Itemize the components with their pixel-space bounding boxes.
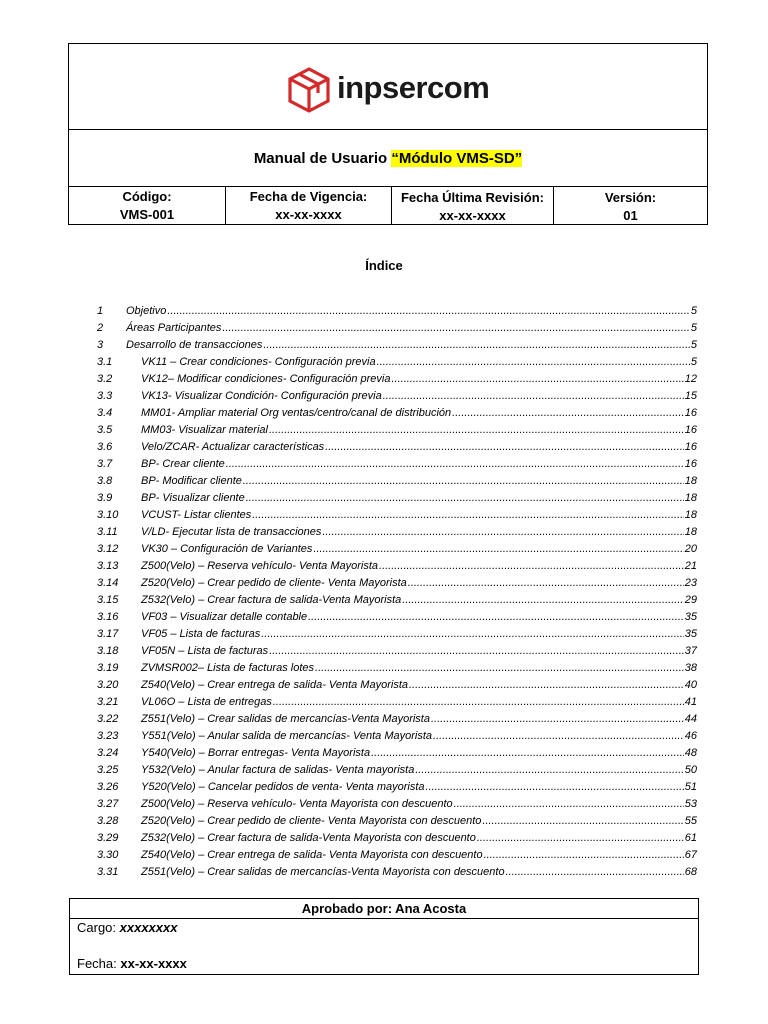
logo-row	[69, 44, 707, 130]
toc-label: Y520(Velo) – Cancelar pedidos de venta- Venta mayorista	[141, 781, 425, 793]
toc-page-number: 55	[684, 815, 697, 827]
toc-entry[interactable]	[97, 456, 697, 473]
toc-page-number: 29	[684, 594, 697, 606]
meta-value: xx-xx-xxxx	[275, 207, 342, 222]
toc-entry[interactable]	[97, 779, 697, 796]
toc-label: Z520(Velo) – Crear pedido de cliente- Venta Mayorista	[141, 577, 407, 589]
toc-entry[interactable]	[97, 745, 697, 762]
meta-value: VMS-001	[119, 207, 175, 222]
toc-entry[interactable]	[97, 558, 697, 575]
meta-label: Código:	[122, 189, 172, 204]
meta-label: Fecha de Vigencia:	[249, 189, 368, 204]
toc-label: VF05 – Lista de facturas	[141, 628, 261, 640]
toc-entry[interactable]	[97, 337, 697, 354]
toc-leader	[167, 303, 690, 320]
cube-logo-icon	[286, 65, 332, 113]
toc-label: MM03- Visualizar material	[141, 424, 268, 436]
toc-page-number: 50	[684, 764, 697, 776]
toc-entry[interactable]	[97, 524, 697, 541]
toc-number: 3.14	[97, 577, 119, 589]
document-title	[69, 130, 707, 187]
document-header	[68, 43, 708, 225]
table-of-contents	[97, 303, 697, 881]
toc-number: 3.25	[97, 764, 119, 776]
toc-label: VF03 – Visualizar detalle contable	[141, 611, 308, 623]
toc-leader	[415, 762, 683, 779]
approval-cargo	[77, 920, 177, 935]
toc-leader	[377, 354, 690, 371]
toc-number: 3.8	[97, 475, 113, 487]
toc-page-number: 68	[684, 866, 697, 878]
toc-leader	[431, 711, 684, 728]
toc-page-number: 21	[684, 560, 697, 572]
toc-entry[interactable]	[97, 796, 697, 813]
toc-number: 3.6	[97, 441, 113, 453]
toc-entry[interactable]	[97, 575, 697, 592]
toc-page-number: 35	[684, 628, 697, 640]
approval-box	[69, 898, 699, 975]
toc-entry[interactable]	[97, 422, 697, 439]
toc-label: Desarrollo de transacciones	[126, 339, 263, 351]
toc-leader	[263, 337, 690, 354]
toc-leader	[313, 541, 683, 558]
toc-page-number: 5	[690, 305, 697, 317]
toc-page-number: 67	[684, 849, 697, 861]
toc-entry[interactable]	[97, 864, 697, 881]
toc-number: 1	[97, 305, 104, 317]
toc-leader	[454, 796, 684, 813]
toc-leader	[315, 660, 684, 677]
toc-page-number: 16	[684, 407, 697, 419]
toc-entry[interactable]	[97, 354, 697, 371]
toc-number: 3	[97, 339, 104, 351]
toc-label: Z500(Velo) – Reserva vehículo- Venta Mayorista con descuento	[141, 798, 453, 810]
toc-entry[interactable]	[97, 320, 697, 337]
title-prefix: Manual de Usuario	[253, 149, 392, 167]
toc-leader	[477, 830, 684, 847]
toc-number: 3.28	[97, 815, 119, 827]
toc-number: 2	[97, 322, 104, 334]
toc-leader	[433, 728, 684, 745]
cargo-label: Cargo:	[77, 920, 120, 935]
toc-entry[interactable]	[97, 677, 697, 694]
toc-leader	[308, 609, 684, 626]
toc-page-number: 37	[684, 645, 697, 657]
toc-number: 3.21	[97, 696, 119, 708]
toc-label: VK30 – Configuración de Variantes	[141, 543, 313, 555]
toc-label: Y540(Velo) – Borrar entregas- Venta Mayorista	[141, 747, 371, 759]
toc-leader	[325, 439, 684, 456]
toc-label: Z551(Velo) – Crear salidas de mercancías-Venta Mayorista	[141, 713, 430, 725]
toc-label: VCUST- Listar clientes	[141, 509, 252, 521]
toc-leader	[409, 677, 684, 694]
meta-validity-cell	[226, 187, 392, 225]
toc-page-number: 16	[684, 458, 697, 470]
fecha-label: Fecha:	[77, 956, 121, 971]
toc-page-number: 46	[684, 730, 697, 742]
toc-number: 3.9	[97, 492, 113, 504]
toc-page-number: 38	[684, 662, 697, 674]
toc-page-number: 44	[684, 713, 697, 725]
toc-entry[interactable]	[97, 592, 697, 609]
toc-label: VK12– Modificar condiciones- Configuración previa	[141, 373, 391, 385]
toc-label: VL06O – Lista de entregas	[141, 696, 272, 708]
toc-page-number: 18	[684, 509, 697, 521]
toc-label: ZVMSR002– Lista de facturas lotes	[141, 662, 315, 674]
toc-label: VK11 – Crear condiciones- Configuración previa	[141, 356, 376, 368]
toc-page-number: 18	[684, 492, 697, 504]
meta-row	[69, 187, 707, 225]
meta-revision-cell	[392, 187, 554, 225]
toc-label: Objetivo	[126, 305, 167, 317]
toc-number: 3.31	[97, 866, 119, 878]
toc-page-number: 40	[684, 679, 697, 691]
toc-entry[interactable]	[97, 507, 697, 524]
meta-version-cell	[554, 187, 707, 225]
toc-leader	[243, 473, 684, 490]
toc-entry[interactable]	[97, 541, 697, 558]
toc-label: Y532(Velo) – Anular factura de salidas- Venta mayorista	[141, 764, 415, 776]
meta-code-cell	[69, 187, 226, 225]
toc-entry[interactable]	[97, 473, 697, 490]
toc-label: Velo/ZCAR- Actualizar características	[141, 441, 325, 453]
toc-page-number: 61	[684, 832, 697, 844]
toc-label: BP- Crear cliente	[141, 458, 225, 470]
toc-leader	[482, 813, 683, 830]
meta-label: Versión:	[604, 190, 657, 205]
toc-label: BP- Visualizar cliente	[141, 492, 245, 504]
approval-fecha	[77, 956, 187, 971]
toc-label: Z500(Velo) – Reserva vehículo- Venta Mayorista	[141, 560, 379, 572]
toc-number: 3.5	[97, 424, 113, 436]
toc-number: 3.4	[97, 407, 113, 419]
toc-leader	[261, 626, 684, 643]
toc-page-number: 15	[684, 390, 697, 402]
toc-label: Áreas Participantes	[126, 322, 222, 334]
toc-leader	[371, 745, 684, 762]
toc-number: 3.10	[97, 509, 119, 521]
toc-entry[interactable]	[97, 711, 697, 728]
toc-label: Z532(Velo) – Crear factura de salida-Venta Mayorista con descuento	[141, 832, 476, 844]
toc-entry[interactable]	[97, 609, 697, 626]
toc-number: 3.11	[97, 526, 118, 538]
toc-number: 3.20	[97, 679, 119, 691]
toc-entry[interactable]	[97, 371, 697, 388]
toc-label: Z540(Velo) – Crear entrega de salida- Venta Mayorista	[141, 679, 408, 691]
toc-entry[interactable]	[97, 643, 697, 660]
toc-entry[interactable]	[97, 762, 697, 779]
toc-number: 3.3	[97, 390, 113, 402]
toc-number: 3.22	[97, 713, 119, 725]
brand-name: inpsercom	[337, 70, 490, 105]
toc-number: 3.12	[97, 543, 119, 555]
toc-page-number: 5	[690, 322, 697, 334]
approval-title: Aprobado por: Ana Acosta	[70, 899, 698, 919]
toc-page-number: 53	[684, 798, 697, 810]
toc-page-number: 51	[684, 781, 697, 793]
toc-leader	[226, 456, 684, 473]
toc-label: VK13- Visualizar Condición- Configuración previa	[141, 390, 382, 402]
toc-label: BP- Modificar cliente	[141, 475, 242, 487]
toc-label: Z520(Velo) – Crear pedido de cliente- Venta Mayorista con descuento	[141, 815, 482, 827]
toc-page-number: 12	[684, 373, 697, 385]
toc-leader	[506, 864, 684, 881]
toc-label: Z540(Velo) – Crear entrega de salida- Venta Mayorista con descuento	[141, 849, 483, 861]
toc-leader	[246, 490, 684, 507]
toc-leader	[269, 643, 684, 660]
title-highlight: “Módulo VMS-SD”	[391, 149, 523, 167]
toc-page-number: 23	[684, 577, 697, 589]
toc-label: V/LD- Ejecutar lista de transacciones	[141, 526, 322, 538]
toc-page-number: 48	[684, 747, 697, 759]
toc-entry[interactable]	[97, 694, 697, 711]
toc-entry[interactable]	[97, 728, 697, 745]
meta-value: xx-xx-xxxx	[439, 208, 506, 223]
toc-label: VF05N – Lista de facturas	[141, 645, 269, 657]
toc-page-number: 16	[684, 424, 697, 436]
toc-entry[interactable]	[97, 490, 697, 507]
toc-entry[interactable]	[97, 405, 697, 422]
toc-leader	[273, 694, 684, 711]
toc-page-number: 20	[684, 543, 697, 555]
toc-label: Z551(Velo) – Crear salidas de mercancías-Venta Mayorista con descuento	[141, 866, 505, 878]
toc-number: 3.27	[97, 798, 119, 810]
toc-number: 3.26	[97, 781, 119, 793]
toc-entry[interactable]	[97, 660, 697, 677]
toc-leader	[269, 422, 684, 439]
toc-leader	[252, 507, 684, 524]
toc-number: 3.13	[97, 560, 119, 572]
toc-entry[interactable]	[97, 626, 697, 643]
toc-page-number: 5	[690, 339, 697, 351]
toc-number: 3.30	[97, 849, 119, 861]
toc-number: 3.29	[97, 832, 119, 844]
toc-entry[interactable]	[97, 439, 697, 456]
toc-entry[interactable]	[97, 847, 697, 864]
toc-leader	[379, 558, 684, 575]
toc-leader	[452, 405, 684, 422]
fecha-value: xx-xx-xxxx	[120, 956, 187, 971]
toc-leader	[391, 371, 683, 388]
toc-entry[interactable]	[97, 303, 697, 320]
toc-leader	[383, 388, 684, 405]
toc-leader	[426, 779, 684, 796]
meta-label: Fecha Última Revisión:	[400, 190, 545, 205]
toc-number: 3.24	[97, 747, 119, 759]
toc-page-number: 35	[684, 611, 697, 623]
toc-number: 3.18	[97, 645, 119, 657]
toc-leader	[222, 320, 689, 337]
toc-number: 3.2	[97, 373, 113, 385]
toc-page-number: 16	[684, 441, 697, 453]
meta-value: 01	[623, 208, 638, 223]
toc-page-number: 41	[684, 696, 697, 708]
toc-page-number: 5	[690, 356, 697, 368]
toc-entry[interactable]	[97, 388, 697, 405]
toc-number: 3.19	[97, 662, 119, 674]
toc-leader	[484, 847, 684, 864]
toc-number: 3.7	[97, 458, 113, 470]
toc-entry[interactable]	[97, 830, 697, 847]
index-title: Índice	[365, 258, 403, 273]
toc-entry[interactable]	[97, 813, 697, 830]
cargo-value: xxxxxxxx	[119, 920, 178, 935]
toc-number: 3.17	[97, 628, 119, 640]
toc-leader	[408, 575, 684, 592]
toc-number: 3.23	[97, 730, 119, 742]
toc-number: 3.15	[97, 594, 119, 606]
toc-leader	[322, 524, 683, 541]
toc-label: Y551(Velo) – Anular salida de mercancías- Venta Mayorista	[141, 730, 433, 742]
toc-number: 3.1	[97, 356, 113, 368]
toc-number: 3.16	[97, 611, 119, 623]
toc-page-number: 18	[684, 475, 697, 487]
toc-page-number: 18	[684, 526, 697, 538]
toc-leader	[402, 592, 683, 609]
toc-label: Z532(Velo) – Crear factura de salida-Venta Mayorista	[141, 594, 402, 606]
toc-label: MM01- Ampliar material Org ventas/centro/canal de distribución	[141, 407, 452, 419]
